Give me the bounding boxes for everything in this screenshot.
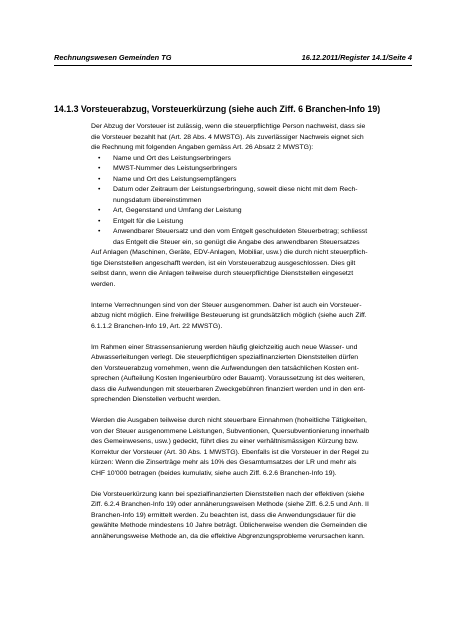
list-item-line: • Datum oder Zeitraum der Leistungserbringung, soweit diese nicht mit dem Rech- xyxy=(113,186,358,193)
paragraph-line: sprechen (Aufteilung Kosten Ingenieurbüro oder Bauamt). Voraussetzung ist des weiteren, xyxy=(91,375,365,382)
paragraph-line: dass die Aufwendungen mit steuerbaren Zweckgebühren finanziert werden und in den ent- xyxy=(91,385,366,393)
paragraph-line: tige Dienststellen angeschafft werden, ist ein Vorsteuerabzug ausgeschlossen. Dies gilt xyxy=(91,259,356,267)
paragraph-line: sprechenden Dienstellen verbucht werden. xyxy=(91,396,221,403)
list-item xyxy=(91,175,401,186)
requirements-list xyxy=(91,154,401,249)
paragraph-line: gewählte Methode mindestens 10 Jahre beträgt. Üblicherweise wenden die Gemeinden die xyxy=(91,522,368,529)
paragraph xyxy=(91,301,401,333)
paragraph-line: Interne Verrechnungen sind von der Steuer ausgenommen. Daher ist auch ein Vorsteuer- xyxy=(91,301,362,309)
list-item xyxy=(91,164,401,175)
list-item-line: • Name und Ort des Leistungsempfängers xyxy=(113,175,237,183)
list-item xyxy=(91,185,401,206)
page-header xyxy=(54,53,412,66)
list-item-line: das Entgelt die Steuer ein, so genügt die Angabe des anwendbaren Steuersatzes xyxy=(113,238,360,246)
paragraph-line: Ziff. 6.2.4 Branchen-Info 19) oder annäherungsweisen Methode (siehe Ziff. 6.2.5 und Anh. II xyxy=(91,501,369,508)
list-item-line: • Anwendbarer Steuersatz und den vom Entgelt geschuldeten Steuerbetrag; schliesst xyxy=(113,228,368,235)
paragraph-line: Abwasserleitungen verlegt. Die steuerpflichtigen spezialfinanzierten Dienststellen dürfen xyxy=(91,354,359,361)
paragraph xyxy=(91,490,401,543)
list-item-line: • Entgelt für die Leistung xyxy=(113,217,184,225)
header-page-reference: 16.12.2011/Register 14.1/Seite 4 xyxy=(301,53,412,62)
intro-line: die Vorsteuer bezahlt hat (Art. 28 Abs. 4 MWSTG). Als zuverlässiger Nachweis eignet sich xyxy=(91,133,364,141)
list-item-line: nungsdatum übereinstimmen xyxy=(113,196,202,204)
list-item-line: • Name und Ort des Leistungserbringers xyxy=(113,154,231,162)
body-paragraphs xyxy=(91,248,401,542)
intro-line: Der Abzug der Vorsteuer ist zulässig, wenn die steuerpflichtige Person nachweist, dass sie xyxy=(91,123,366,130)
intro-paragraph xyxy=(91,122,401,154)
list-item xyxy=(91,206,401,217)
paragraph-line: annäherungsweise Methode an, da die effektive Abgrenzungsprobleme verursachen kann. xyxy=(91,532,365,540)
paragraph xyxy=(91,248,401,290)
paragraph-line: Branchen-Info 19) ermittelt werden. Zu beachten ist, dass die Anwendungsdauer für die xyxy=(91,511,356,519)
paragraph xyxy=(91,343,401,406)
paragraph-line: CHF 10'000 betragen (beides kumulativ, siehe auch Ziff. 6.2.6 Branchen-Info 19). xyxy=(91,469,337,477)
list-item xyxy=(91,154,401,165)
header-title: Rechnungswesen Gemeinden TG xyxy=(54,53,172,62)
paragraph-line: den Vorsteuerabzug vornehmen, wenn die Aufwendungen den tatsächlichen Kosten ent- xyxy=(91,364,359,372)
paragraph-line: werden. xyxy=(91,280,116,288)
paragraph-line: 6.1.1.2 Branchen-Info 19, Art. 22 MWSTG). xyxy=(91,322,223,330)
paragraph-line: Werden die Ausgaben teilweise durch nicht steuerbare Einnahmen (hoheitliche Tätigkeiten, xyxy=(91,417,367,424)
paragraph-line: Die Vorsteuerkürzung kann bei spezialfinanzierten Dienststellen nach der effektiven (siehe xyxy=(91,490,365,498)
intro-line: die Rechnung mit folgenden Angaben gemäss Art. 26 Absatz 2 MWSTG): xyxy=(91,144,314,151)
paragraph-line: Auf Anlagen (Maschinen, Geräte, EDV-Anlagen, Mobiliar, usw.) die durch nicht steuerpflich- xyxy=(91,249,368,256)
paragraph-line: kürzen: Wenn die Zinserträge mehr als 10% des Gesamtumsatzes der LR und mehr als xyxy=(91,459,357,466)
list-item-line: • Art, Gegenstand und Umfang der Leistung xyxy=(113,207,242,214)
section-body xyxy=(91,122,401,553)
paragraph-line: Im Rahmen einer Strassensanierung werden häufig gleichzeitig auch neue Wasser- und xyxy=(91,343,358,351)
list-item xyxy=(91,227,401,248)
section-heading: 14.1.3 Vorsteuerabzug, Vorsteuerkürzung (siehe auch Ziff. 6 Branchen-Info 19) xyxy=(54,104,381,114)
list-item-line: • MWST-Nummer des Leistungserbringers xyxy=(113,165,237,172)
paragraph-line: von der Steuer ausgenommene Leistungen, Subventionen, Quersubventionierung innerhalb xyxy=(91,427,370,435)
paragraph-line: selbst dann, wenn die Anlagen teilweise durch steuerpflichtige Dienststellen eingesetzt xyxy=(91,270,354,277)
paragraph-line: des Gemeinwesens, usw.) gedeckt, führt dies zu einer verhältnismässigen Kürzung bzw. xyxy=(91,438,359,445)
list-item xyxy=(91,217,401,228)
paragraph xyxy=(91,416,401,479)
paragraph-line: Korrektur der Vorsteuer (Art. 30 Abs. 1 MWSTG). Ebenfalls ist die Vorsteuer in der Regel zu xyxy=(91,448,369,456)
paragraph-line: abzug nicht möglich. Eine freiwillige Besteuerung ist grundsätzlich möglich (siehe auch Ziff. xyxy=(91,312,367,319)
